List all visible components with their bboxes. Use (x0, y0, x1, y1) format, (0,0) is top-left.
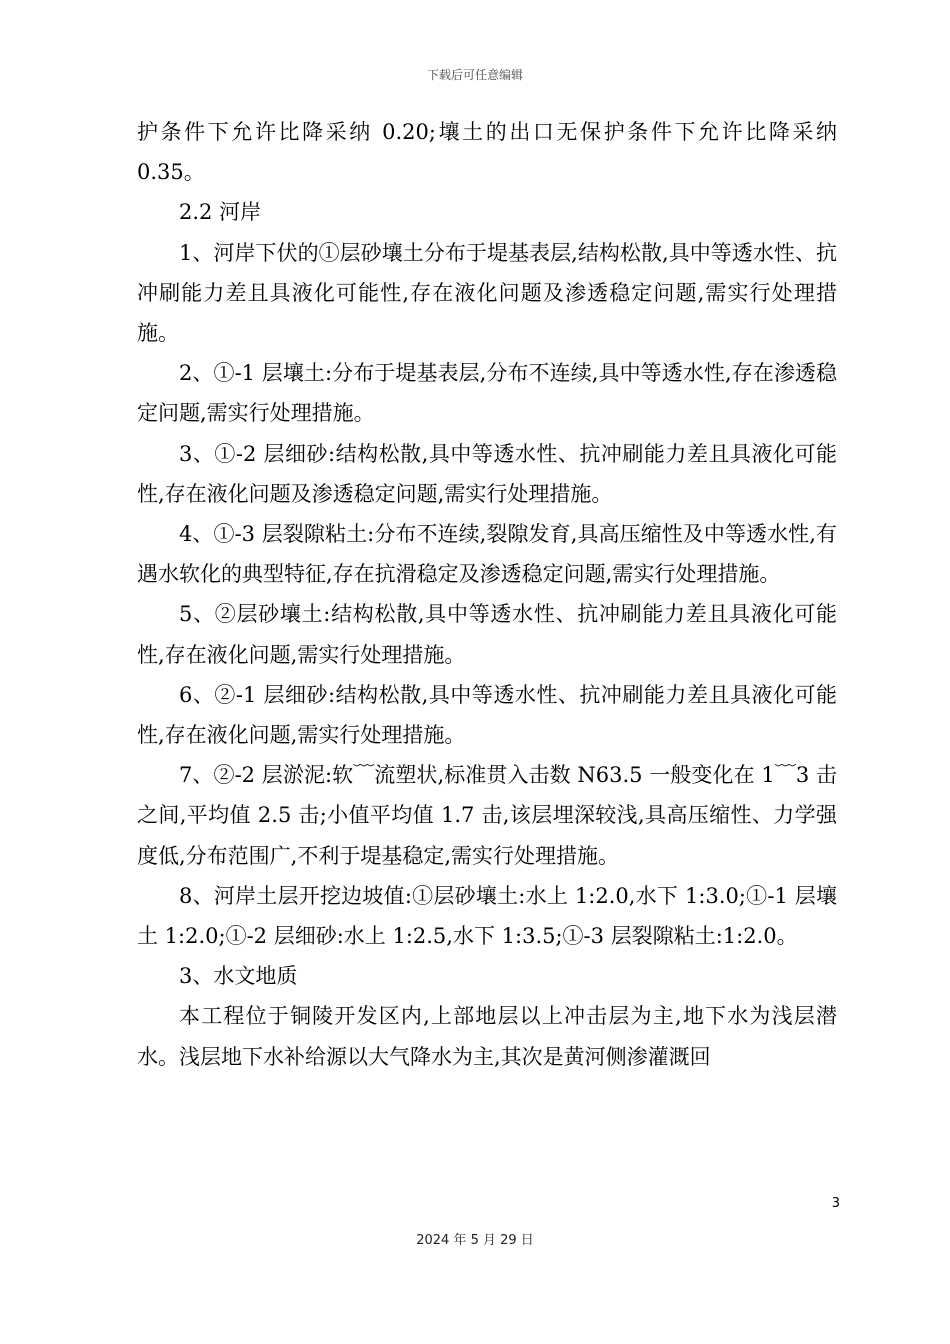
paragraph-item-1: 1、河岸下伏的①层砂壤土分布于堤基表层,结构松散,具中等透水性、抗冲刷能力差且具液化可能性,存在液化问题及渗透稳定问题,需实行处理措施。 (137, 240, 837, 346)
paragraph-item-7: 7、②-2 层淤泥:软﹋流塑状,标准贯入击数 N63.5 一般变化在 1﹋3 击之间,平均值 2.5 击;小值平均值 1.7 击,该层埋深较浅,具高压缩性、力学强度低,分布范围广,不利于堤基稳定,需实行处理措施。 (137, 763, 837, 868)
section-heading-riverbank: 2.2 河岸 (179, 200, 262, 225)
paragraph-item-3: 3、①-2 层细砂:结构松散,具中等透水性、抗冲刷能力差且具液化可能性,存在液化问题及渗透稳定问题,需实行处理措施。 (137, 441, 837, 506)
paragraph-continuation: 护条件下允许比降采纳 0.20;壤土的出口无保护条件下允许比降采纳 0.35。 (137, 120, 837, 185)
page-header: 下载后可任意编辑 (426, 68, 523, 82)
paragraph-item-5: 5、②层砂壤土:结构松散,具中等透水性、抗冲刷能力差且具液化可能性,存在液化问题,需实行处理措施。 (137, 602, 837, 667)
section-heading-hydrogeology: 3、水文地质 (179, 964, 298, 989)
paragraph-item-2: 2、①-1 层壤土:分布于堤基表层,分布不连续,具中等透水性,存在渗透稳定问题,需实行处理措施。 (137, 361, 837, 426)
paragraph-item-4: 4、①-3 层裂隙粘土:分布不连续,裂隙发育,具高压缩性及中等透水性,有遇水软化的典型特征,存在抗滑稳定及渗透稳定问题,需实行处理措施。 (137, 522, 837, 587)
paragraph-item-6: 6、②-1 层细砂:结构松散,具中等透水性、抗冲刷能力差且具液化可能性,存在液化问题,需实行处理措施。 (137, 682, 837, 748)
page-number: 3 (831, 1196, 840, 1211)
paragraph-item-8: 8、河岸土层开挖边坡值:①层砂壤土:水上 1:2.0,水下 1:3.0;①-1 层壤土 1:2.0;①-2 层细砂:水上 1:2.5,水下 1:3.5;①-3 层裂隙粘土:1:2.0。 (137, 883, 837, 949)
page-footer-date: 2024 年 5 月 29 日 (416, 1233, 534, 1248)
paragraph-hydrogeology: 本工程位于铜陵开发区内,上部地层以上冲击层为主,地下水为浅层潜水。浅层地下水补给源以大气降水为主,其次是黄河侧渗灌溉回 (137, 1004, 837, 1069)
document-body (137, 112, 837, 1077)
